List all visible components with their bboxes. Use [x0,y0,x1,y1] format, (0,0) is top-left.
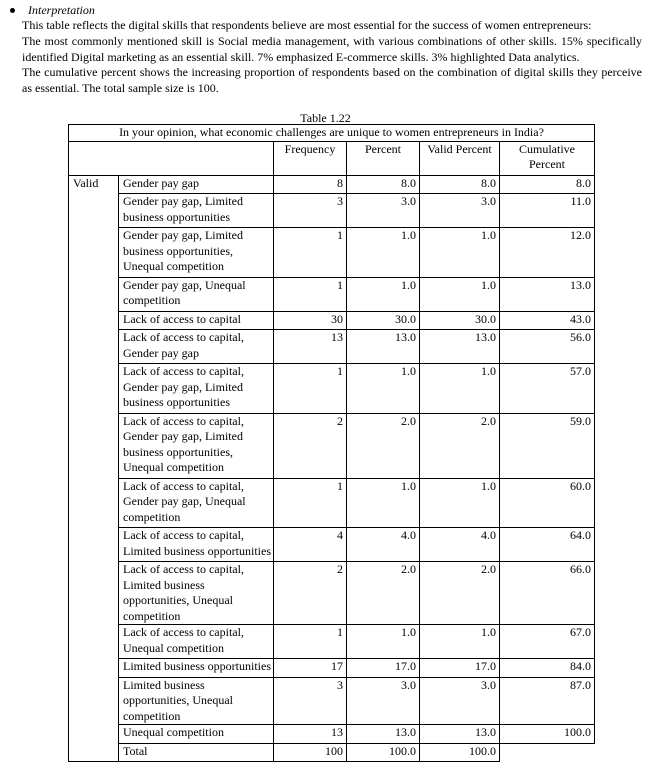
table-row [69,528,595,562]
row-valid-percent: 17.0 [420,659,500,678]
header-valid-percent: Valid Percent [420,141,500,175]
row-frequency: 17 [274,659,347,678]
row-frequency: 1 [274,364,347,414]
row-percent: 1.0 [347,228,420,278]
header-frequency: Frequency [274,141,347,175]
interpretation-heading-line [10,3,95,17]
row-frequency: 2 [274,562,347,625]
row-cumulative-percent: 64.0 [500,528,595,562]
row-frequency: 1 [274,228,347,278]
row-valid-percent: 3.0 [420,194,500,228]
row-label: Gender pay gap, Limited business opportunities, Unequal competition [119,228,274,278]
row-label: Lack of access to capital, Limited business opportunities [119,528,274,562]
row-percent: 8.0 [347,175,420,194]
row-cumulative-percent: 100.0 [500,725,595,744]
table-row [69,562,595,625]
paragraph-3: The cumulative percent shows the increasing proportion of respondents based on the combination of digital skills they perceive as essential. The total sample size is 100. [22,65,642,95]
row-label: Lack of access to capital, Gender pay gap, Unequal competition [119,478,274,528]
row-frequency: 30 [274,311,347,330]
row-label: Gender pay gap [119,175,274,194]
row-cumulative-percent: 67.0 [500,625,595,659]
row-frequency: 3 [274,677,347,725]
row-frequency: 100 [274,743,347,762]
row-cumulative-percent: 57.0 [500,364,595,414]
row-percent: 1.0 [347,625,420,659]
row-percent: 4.0 [347,528,420,562]
row-percent: 3.0 [347,677,420,725]
row-valid-percent: 1.0 [420,277,500,311]
row-frequency: 3 [274,194,347,228]
table-number: Table 1.22 [300,111,351,125]
table-row [69,625,595,659]
table-row [69,330,595,364]
table-caption: In your opinion, what economic challenges are unique to women entrepreneurs in India? [69,125,595,142]
paragraph-2: The most commonly mentioned skill is Social media management, with various combinations of other skills. 15% specifically identified Digital marketing as an essential skill. 7% emphasized E-commerce skills. 3% highlighted Data analytics. [22,34,642,64]
interpretation-heading: Interpretation [28,3,95,17]
row-label: Total [119,743,274,762]
frequency-table [68,124,595,762]
row-valid-percent: 2.0 [420,562,500,625]
row-label: Lack of access to capital, Gender pay gap, Limited business opportunities, Unequal competition [119,413,274,478]
row-valid-percent: 4.0 [420,528,500,562]
row-label: Limited business opportunities, Unequal competition [119,677,274,725]
row-cumulative-percent: 87.0 [500,677,595,725]
row-frequency: 1 [274,625,347,659]
row-cumulative-percent: 43.0 [500,311,595,330]
row-cumulative-percent: 11.0 [500,194,595,228]
row-percent: 1.0 [347,364,420,414]
row-label: Lack of access to capital [119,311,274,330]
row-label: Gender pay gap, Limited business opportunities [119,194,274,228]
row-valid-percent: 1.0 [420,364,500,414]
row-valid-percent: 13.0 [420,725,500,744]
table-row [69,175,595,194]
row-percent: 2.0 [347,562,420,625]
table-row [69,725,595,744]
row-percent: 1.0 [347,277,420,311]
row-label: Gender pay gap, Unequal competition [119,277,274,311]
row-percent: 100.0 [347,743,420,762]
row-valid-percent: 3.0 [420,677,500,725]
row-frequency: 2 [274,413,347,478]
header-empty [119,141,274,175]
row-label: Lack of access to capital, Limited business opportunities, Unequal competition [119,562,274,625]
row-percent: 13.0 [347,330,420,364]
table-row [69,364,595,414]
table-row [69,194,595,228]
row-cumulative-percent: 12.0 [500,228,595,278]
row-label: Limited business opportunities [119,659,274,678]
row-percent: 1.0 [347,478,420,528]
row-cumulative-percent: 84.0 [500,659,595,678]
header-percent: Percent [347,141,420,175]
row-cumulative-percent: 59.0 [500,413,595,478]
row-cumulative-percent: 8.0 [500,175,595,194]
header-empty [69,141,119,175]
row-cumulative-percent: 60.0 [500,478,595,528]
table-row [69,413,595,478]
table-row [69,677,595,725]
row-valid-percent: 13.0 [420,330,500,364]
row-valid-percent: 30.0 [420,311,500,330]
table-row [69,311,595,330]
bullet-icon [10,8,15,13]
table-row [69,743,595,762]
row-valid-percent: 2.0 [420,413,500,478]
table-row [69,228,595,278]
paragraph-1: This table reflects the digital skills that respondents believe are most essential for the success of women entrepreneurs: [22,18,592,32]
group-label: Valid [69,175,119,762]
row-label: Lack of access to capital, Gender pay gap, Limited business opportunities [119,364,274,414]
row-frequency: 13 [274,725,347,744]
row-valid-percent: 8.0 [420,175,500,194]
row-percent: 3.0 [347,194,420,228]
row-valid-percent: 100.0 [420,743,500,762]
row-valid-percent: 1.0 [420,478,500,528]
row-percent: 2.0 [347,413,420,478]
table-row [69,478,595,528]
row-valid-percent: 1.0 [420,625,500,659]
row-label: Lack of access to capital, Gender pay gap [119,330,274,364]
table-row [69,659,595,678]
row-cumulative-percent: 13.0 [500,277,595,311]
row-frequency: 1 [274,277,347,311]
header-cumulative-percent: Cumulative Percent [500,141,595,175]
row-cumulative-percent: 56.0 [500,330,595,364]
row-cumulative-percent [500,743,595,762]
table-header-row [69,141,595,175]
row-frequency: 4 [274,528,347,562]
row-percent: 30.0 [347,311,420,330]
row-percent: 13.0 [347,725,420,744]
row-percent: 17.0 [347,659,420,678]
row-frequency: 8 [274,175,347,194]
row-frequency: 13 [274,330,347,364]
row-label: Lack of access to capital, Unequal competition [119,625,274,659]
row-cumulative-percent: 66.0 [500,562,595,625]
row-frequency: 1 [274,478,347,528]
row-label: Unequal competition [119,725,274,744]
row-valid-percent: 1.0 [420,228,500,278]
table-row [69,277,595,311]
